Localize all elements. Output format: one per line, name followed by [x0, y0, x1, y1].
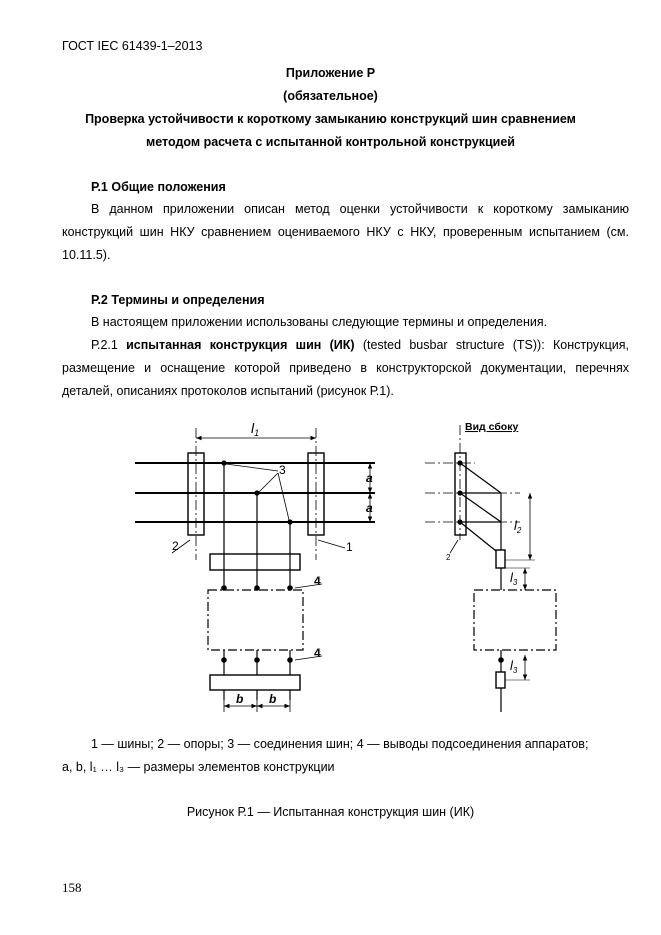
figure-caption: Рисунок Р.1 — Испытанная конструкция шин (ИК): [186, 805, 475, 819]
dim-l2-label: $l_2$: [514, 518, 522, 535]
term-name: испытанная конструкция шин (ИК): [126, 338, 355, 352]
section1-text: В данном приложении описан метод оценки устойчивости к короткому замыканию конструкций шин НКУ сравнением оцениваемого НКУ с НКУ, проверенным испытанием (см. 10.11.5).: [62, 202, 629, 262]
callout-3: 3: [279, 463, 286, 477]
callout-2-side: 2: [446, 553, 451, 562]
side-view-label: Вид сбоку: [465, 421, 519, 433]
section2-intro: В настоящем приложении использованы следующие термины и определения.: [91, 315, 548, 329]
dim-a-upper: a: [366, 471, 373, 485]
annex-heading-line2: методом расчета с испытанной контрольной конструкцией: [145, 135, 515, 149]
callout-4-lower: 4: [314, 646, 321, 660]
figure-busbar-structure: [0, 410, 661, 720]
annex-heading-line1: Проверка устойчивости к короткому замыканию конструкций шин сравнением: [85, 112, 576, 126]
term-text: (tested busbar structure (TS)): Конструкция, размещение и оснащение которой приведено в конструкторской документации, перечнях деталей, описаниях протоколов испытаний (рисунок Р.1).: [62, 338, 629, 398]
standard-code: ГОСТ IEC 61439-1–2013: [62, 39, 203, 53]
annex-status: (обязательное): [283, 89, 378, 103]
figure-legend-line1: 1 — шины; 2 — опоры; 3 — соединения шин; 4 — выводы подсоединения аппаратов;: [91, 737, 589, 751]
dim-l1-label: $l_1$: [251, 420, 260, 438]
term-definition: [62, 334, 629, 403]
callout-4-upper: 4: [314, 574, 321, 588]
annex-title: Приложение Р: [285, 66, 376, 80]
page-number: 158: [62, 880, 82, 895]
figure-legend-line2: a, b, l₁ … l₃ — размеры элементов конструкции: [62, 760, 335, 774]
dim-b-right: b: [269, 692, 277, 706]
dim-b-left: b: [236, 692, 244, 706]
section1-title: Р.1 Общие положения: [91, 180, 226, 194]
dim-a-lower: a: [366, 501, 373, 515]
callout-2: 2: [172, 539, 179, 553]
dim-l3-lower-label: $l_3$: [510, 658, 518, 675]
term-number: Р.2.1: [91, 338, 118, 352]
equipment-box: [208, 590, 303, 650]
lower-terminal-support: [210, 675, 300, 690]
section2-title: Р.2 Термины и определения: [91, 293, 265, 307]
callout-1: 1: [346, 540, 353, 554]
dim-l3-upper-label: $l_3$: [510, 570, 518, 587]
side-equipment-box: [474, 590, 556, 650]
